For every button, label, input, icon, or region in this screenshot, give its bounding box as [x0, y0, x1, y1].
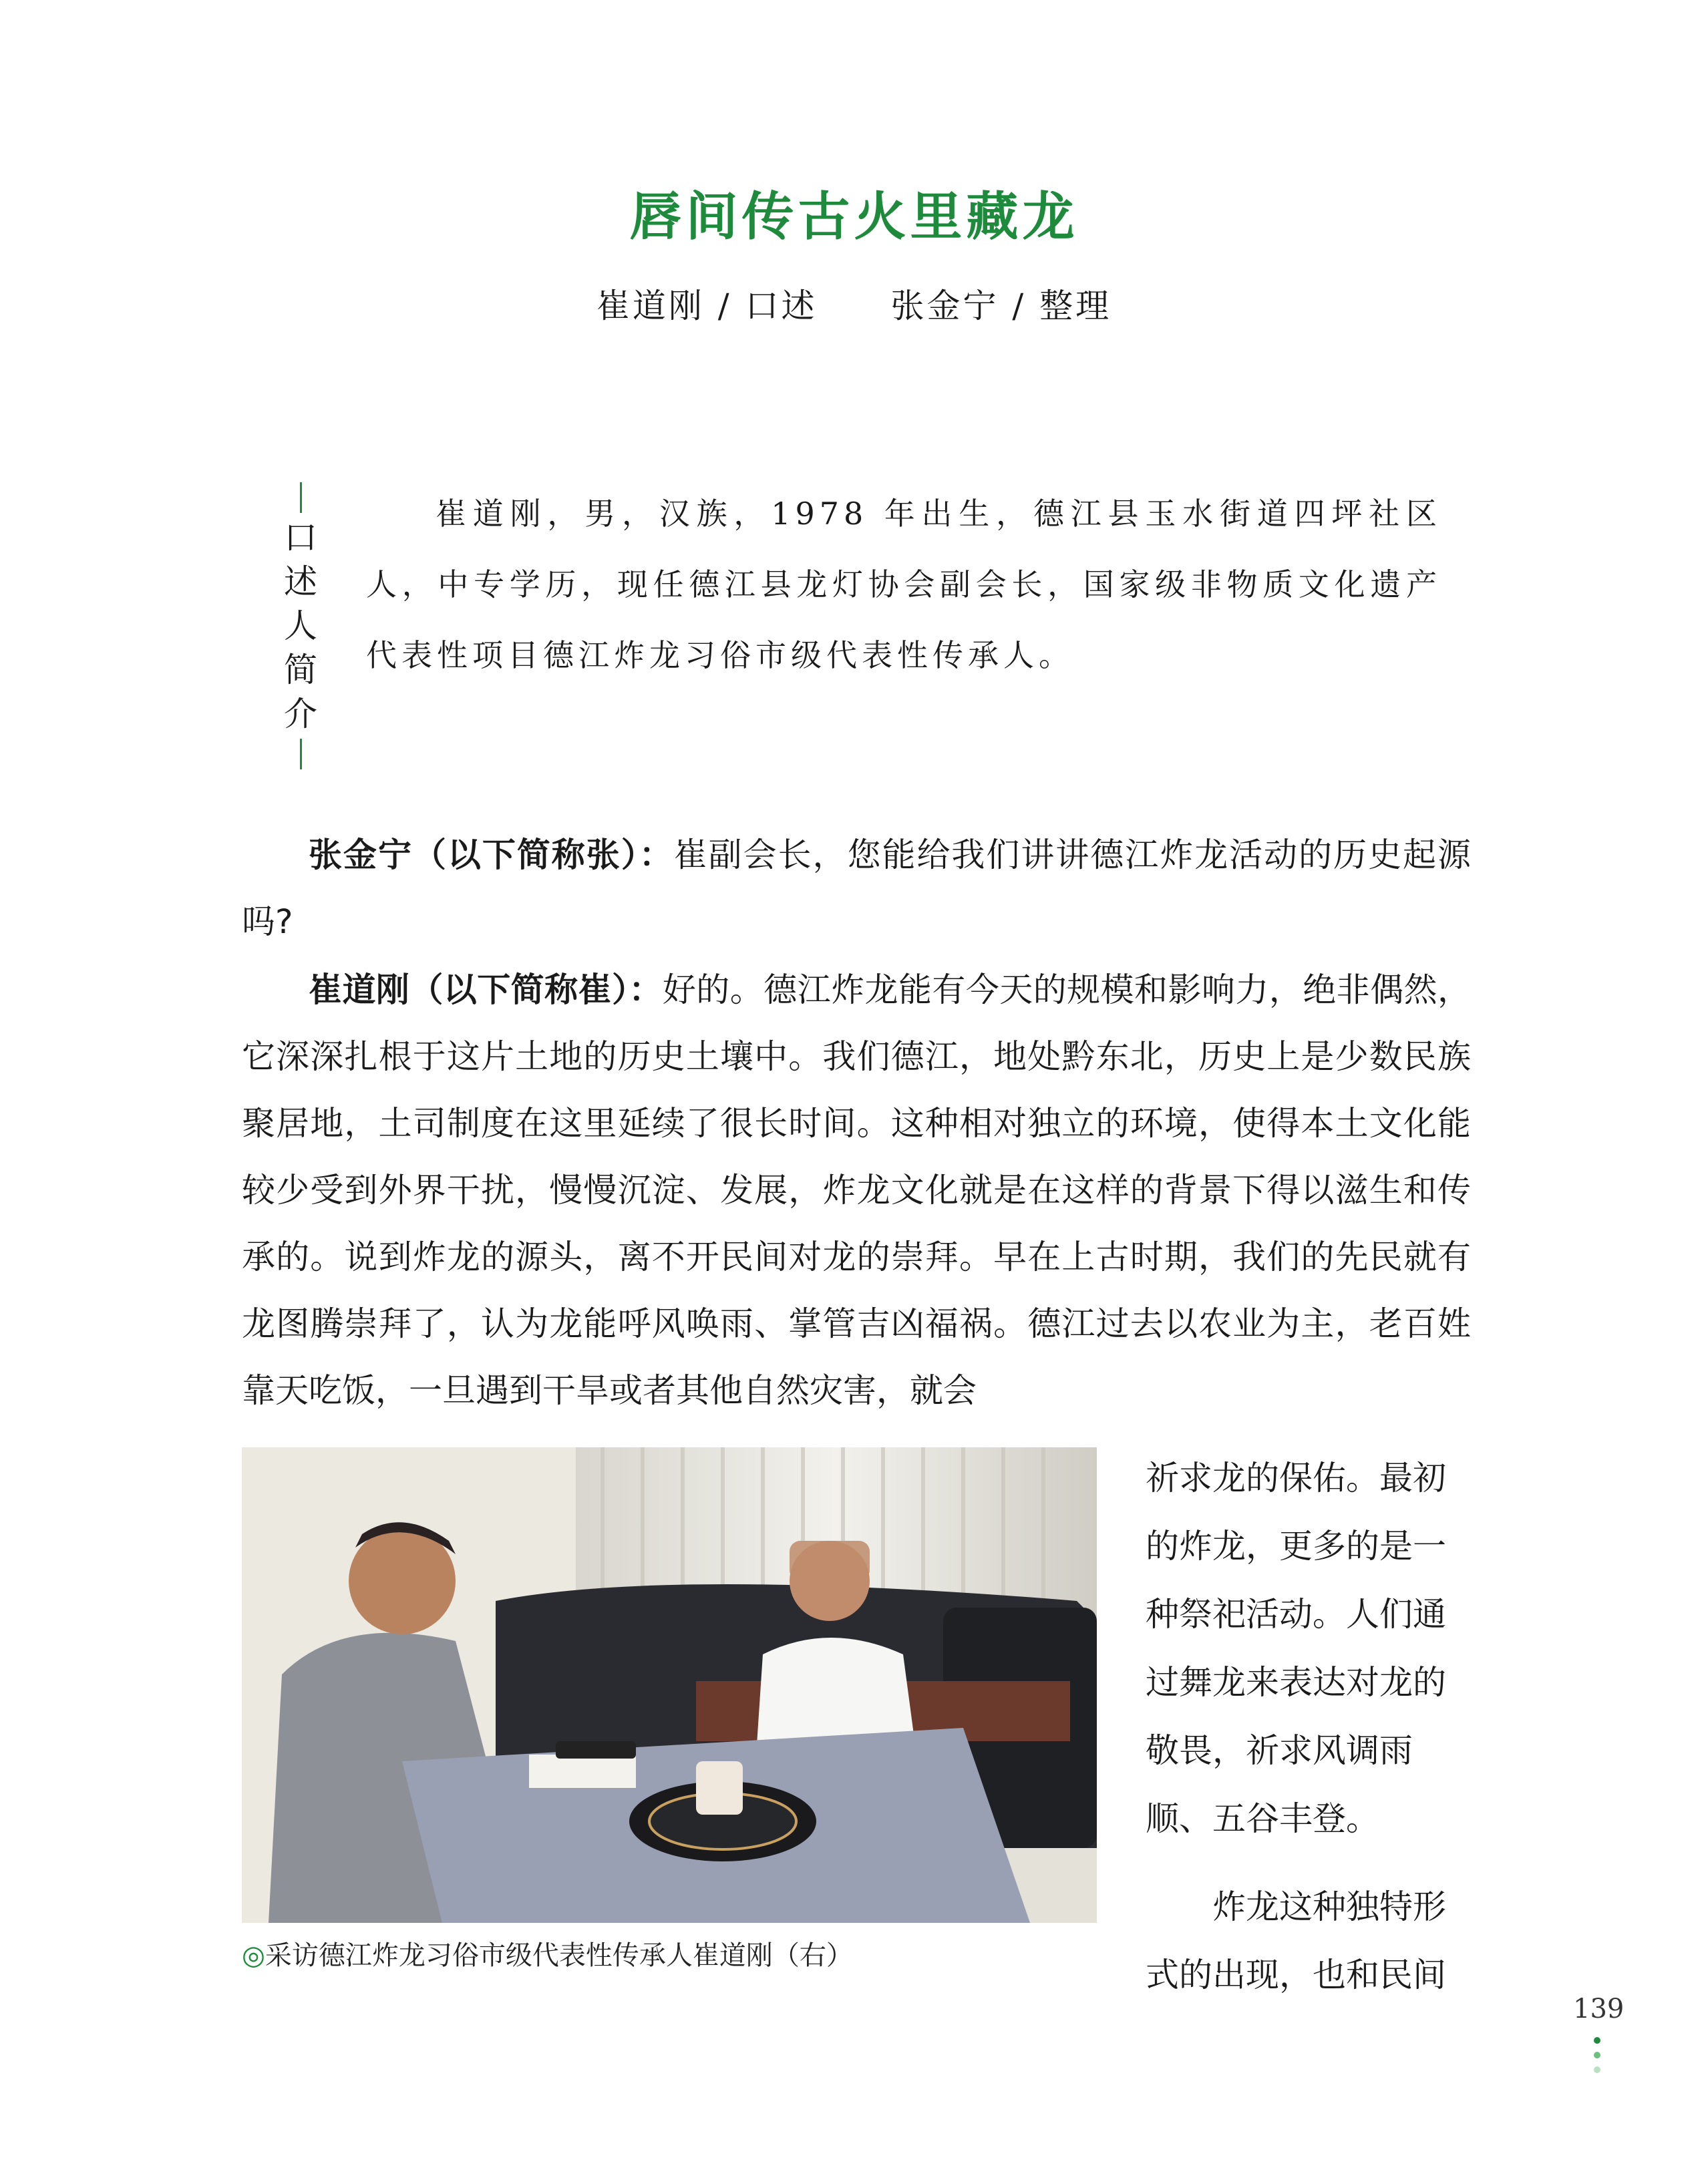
caption-text: 采访德江炸龙习俗市级代表性传承人崔道刚（右）: [265, 1940, 853, 1971]
bio-label-char: 简: [284, 651, 317, 689]
speaker-label: 张金宁（以下简称张）：: [309, 836, 674, 874]
page-number: 139: [1573, 1994, 1625, 2024]
text-line: 式的出现，也和民间: [1146, 1956, 1446, 1994]
question-text: 崔副会长，您能给我们讲讲德江炸龙活动的历史起源吗?: [242, 836, 1472, 941]
wrapped-text-column: [1146, 1444, 1473, 2009]
editor-credit: 张金宁 / 整理: [890, 287, 1112, 325]
text-line: [1146, 1853, 1473, 1873]
text-line: 顺、五谷丰登。: [1146, 1799, 1379, 1838]
label-bottom-tick: [300, 739, 302, 769]
page-dots-decoration: [1592, 2037, 1602, 2081]
byline: [0, 279, 1708, 327]
text-line: 炸龙这种独特形: [1212, 1887, 1446, 1926]
question-paragraph: [242, 822, 1471, 955]
answer-text: 好的。德江炸龙能有今天的规模和影响力，绝非偶然，它深深扎根于这片土地的历史土壤中。我们德江，地处黔东北，历史上是少数民族聚居地，土司制度在这里延续了很长时间。这种相对独立的环境，使得本土文化能较少受到外界干扰，慢慢沉淀、发展，炸龙文化就是在这样的背景下得以滋生和传承的。说到炸龙的源头，离不开民间对龙的崇拜。早在上古时期，我们的先民就有龙图腾崇拜了，认为龙能呼风唤雨、掌管吉凶福祸。德江过去以农业为主，老百姓靠天吃饭，一旦遇到干旱或者其他自然灾害，就会: [242, 970, 1472, 1410]
caption-bullet-icon: ◎: [242, 1940, 265, 1971]
text-line: 的炸龙，更多的是一: [1146, 1527, 1446, 1566]
text-line: 种祭祀活动。人们通: [1146, 1595, 1446, 1634]
bio-paragraph: 崔道刚，男，汉族，1978 年出生，德江县玉水街道四坪社区人，中专学历，现任德江县龙灯协会副会长，国家级非物质文化遗产代表性项目德江炸龙习俗市级代表性传承人。: [366, 496, 1441, 673]
text-line: 过舞龙来表达对龙的: [1146, 1663, 1446, 1702]
bio-label-char: 介: [284, 695, 317, 733]
narrator-credit: 崔道刚 / 口述: [596, 287, 818, 325]
text-line: 祈求龙的保佑。最初: [1146, 1459, 1446, 1497]
article-title: 唇间传古火里藏龙: [629, 186, 1079, 247]
label-top-tick: [300, 482, 302, 513]
bio-label-char: 人: [284, 606, 317, 645]
text-line: 敬畏，祈求风调雨: [1146, 1731, 1413, 1770]
answer-paragraph: [242, 956, 1471, 1424]
photo-caption: [242, 1934, 1110, 1972]
interview-photo: [242, 1447, 1097, 1923]
bio-label-char: 口: [284, 518, 317, 557]
bio-label-char: 述: [284, 562, 317, 601]
bio-section-label: [281, 480, 321, 772]
speaker-label: 崔道刚（以下简称崔）：: [309, 970, 663, 1009]
